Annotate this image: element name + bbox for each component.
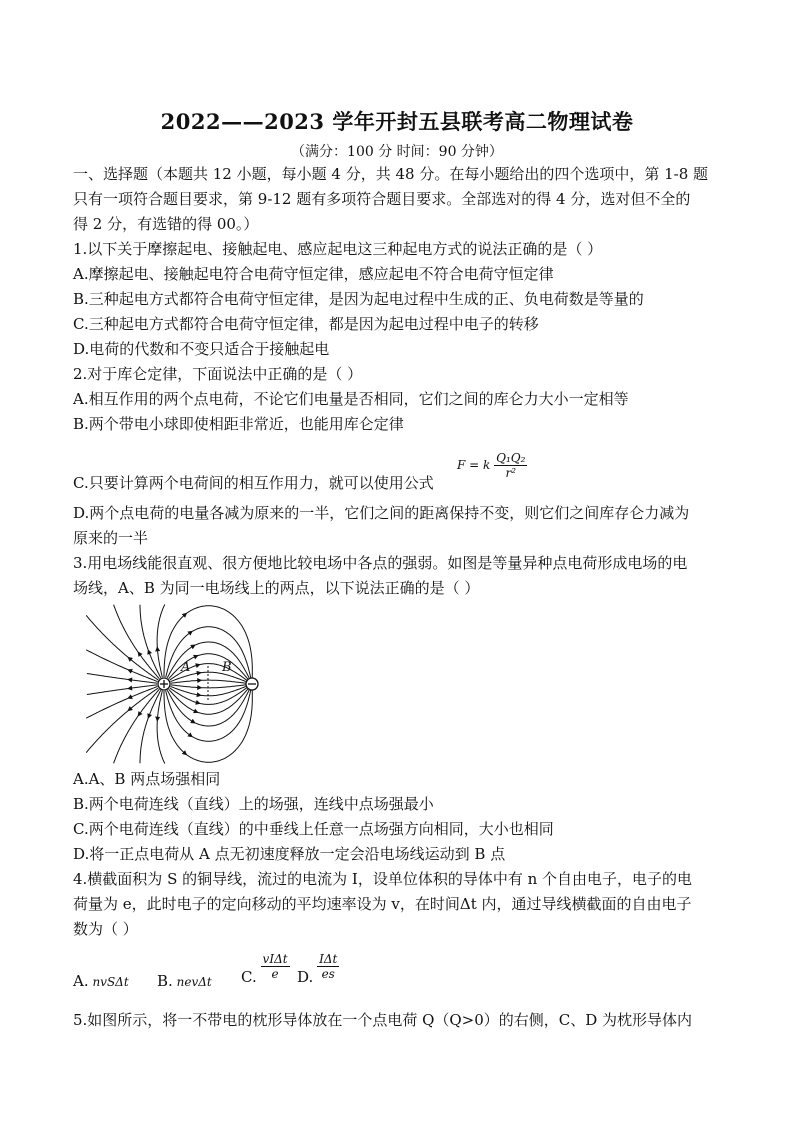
q3-stem-line-1: 3.用电场线能很直观、很方便地比较电场中各点的强弱。如图是等量异种点电荷形成电场的电 bbox=[73, 554, 688, 572]
field-arrow bbox=[196, 692, 201, 697]
q4-option-c-numerator: vIΔt bbox=[262, 952, 288, 966]
q1-stem: 1.以下关于摩擦起电、接触起电、感应起电这三种起电方式的说法正确的是（ ） bbox=[73, 240, 603, 258]
q2-option-d-line-1: D.两个点电荷的电量各减为原来的一半，它们之间的距离保持不变，则它们之间库存仑力减为 bbox=[73, 504, 690, 522]
field-arrow bbox=[155, 646, 160, 651]
q4-option-d-label: D. bbox=[297, 968, 314, 986]
q1-option-c: C.三种起电方式都符合电荷守恒定律，都是因为起电过程中电子的转移 bbox=[73, 315, 539, 333]
electric-field-lines-figure bbox=[86, 604, 344, 764]
formula-numerator: Q₁Q₂ bbox=[496, 451, 526, 465]
field-arrow bbox=[127, 678, 132, 683]
field-arrow bbox=[155, 717, 160, 722]
point-b-label: B bbox=[222, 660, 232, 675]
q3-option-d: D.将一正点电荷从 A 点无初速度释放一定会沿电场线运动到 B 点 bbox=[73, 845, 506, 863]
q3-option-b: B.两个电荷连线（直线）上的场强，连线中点场强最小 bbox=[73, 795, 434, 813]
field-line bbox=[87, 685, 157, 695]
field-line bbox=[157, 604, 165, 677]
field-line bbox=[86, 687, 157, 719]
formula-lhs: F = k bbox=[457, 458, 491, 472]
field-line bbox=[86, 650, 157, 682]
q4-option-d-denominator: es bbox=[321, 967, 335, 981]
q4-option-a-label: A. bbox=[73, 972, 89, 990]
field-line bbox=[114, 689, 160, 763]
field-line bbox=[114, 605, 160, 679]
field-arrow bbox=[138, 651, 143, 657]
point-a-label: A bbox=[181, 660, 191, 675]
q4-option-c-denominator: e bbox=[271, 967, 279, 981]
q1-option-d: D.电荷的代数和不变只适合于接触起电 bbox=[73, 340, 330, 358]
instructions-line-3: 得 2 分，有选错的得 00。） bbox=[73, 215, 259, 233]
field-arrow bbox=[197, 678, 202, 683]
q3-stem-line-2: 场线，A、B 为同一电场线上的两点，以下说法正确的是（ ） bbox=[73, 579, 480, 597]
field-arrow bbox=[197, 685, 202, 690]
field-line bbox=[157, 691, 165, 764]
q2-option-c: C.只要计算两个电荷间的相互作用力，就可以使用公式 bbox=[73, 474, 434, 492]
q2-option-b: B.两个带电小球即使相距非常近，也能用库仑定律 bbox=[73, 415, 404, 433]
q2-option-d-line-2: 原来的一半 bbox=[73, 529, 149, 547]
q4-option-c-fraction bbox=[261, 952, 290, 981]
q3-option-c: C.两个电荷连线（直线）的中垂线上任意一点场强方向相同，大小也相同 bbox=[73, 820, 554, 838]
q2-stem: 2.对于库仑定律，下面说法中正确的是（ ） bbox=[73, 365, 363, 383]
q4-stem-line-2: 荷量为 e，此时电子的定向移动的平均速率设为 v，在时间Δt 内，通过导线横截面的自由电子 bbox=[73, 895, 692, 913]
field-line bbox=[171, 685, 246, 688]
coulomb-formula bbox=[457, 451, 527, 480]
q4-option-a bbox=[73, 972, 129, 990]
q4-option-b-expr: nevΔt bbox=[176, 975, 212, 989]
q4-option-a-expr: nvSΔt bbox=[92, 975, 129, 989]
formula-fraction bbox=[494, 451, 527, 480]
field-arrow bbox=[187, 631, 193, 636]
field-line bbox=[166, 690, 251, 742]
instructions-line-2: 只有一项符合题目要求，第 9-12 题有多项符合题目要求。全部选对的得 4 分，选对但不全的 bbox=[73, 190, 691, 208]
q1-option-a: A.摩擦起电、接触起电符合电荷守恒定律，感应起电不符合电荷守恒定律 bbox=[73, 265, 554, 283]
field-arrow bbox=[127, 686, 132, 691]
field-arrow bbox=[138, 711, 143, 717]
q4-option-b-label: B. bbox=[157, 972, 173, 990]
q2-option-a: A.相互作用的两个点电荷，不论它们电量是否相同，它们之间的库仑力大小一定相等 bbox=[73, 390, 629, 408]
field-line bbox=[87, 674, 157, 684]
formula-denominator: r² bbox=[505, 466, 517, 480]
q4-option-d-fraction bbox=[317, 952, 339, 981]
q4-stem-line-1: 4.横截面积为 S 的铜导线，流过的电流为 I，设单位体积的导体中有 n 个自由电子，电子的电 bbox=[73, 870, 693, 888]
q5-stem: 5.如图所示，将一不带电的枕形导体放在一个点电荷 Q（Q>0）的右侧，C、D 为枕形导体内 bbox=[73, 1011, 693, 1029]
q4-option-c bbox=[241, 952, 290, 986]
field-arrow bbox=[196, 671, 201, 676]
field-arrow bbox=[187, 732, 193, 737]
q4-option-c-label: C. bbox=[241, 968, 257, 986]
q4-stem-line-3: 数为（ ） bbox=[73, 920, 138, 938]
q4-option-d-numerator: IΔt bbox=[319, 952, 338, 966]
q4-option-d bbox=[297, 952, 339, 986]
page-title: 2022——2023 学年开封五县联考高二物理试卷 bbox=[160, 109, 634, 134]
field-arrow bbox=[195, 700, 201, 705]
exam-info: （满分：100 分 时间：90 分钟） bbox=[291, 144, 503, 160]
q3-option-a: A.A、B 两点场强相同 bbox=[73, 770, 221, 788]
q1-option-b: B.三种起电方式都符合电荷守恒定律，是因为起电过程中生成的正、负电荷数是等量的 bbox=[73, 290, 644, 308]
field-line bbox=[171, 680, 246, 683]
q4-option-b bbox=[157, 972, 212, 990]
field-line bbox=[167, 642, 249, 678]
instructions-line-1: 一、选择题（本题共 12 小题，每小题 4 分，共 48 分。在每小题给出的四个选项中，第 1-8 题 bbox=[73, 165, 709, 183]
field-arrow bbox=[195, 663, 201, 668]
